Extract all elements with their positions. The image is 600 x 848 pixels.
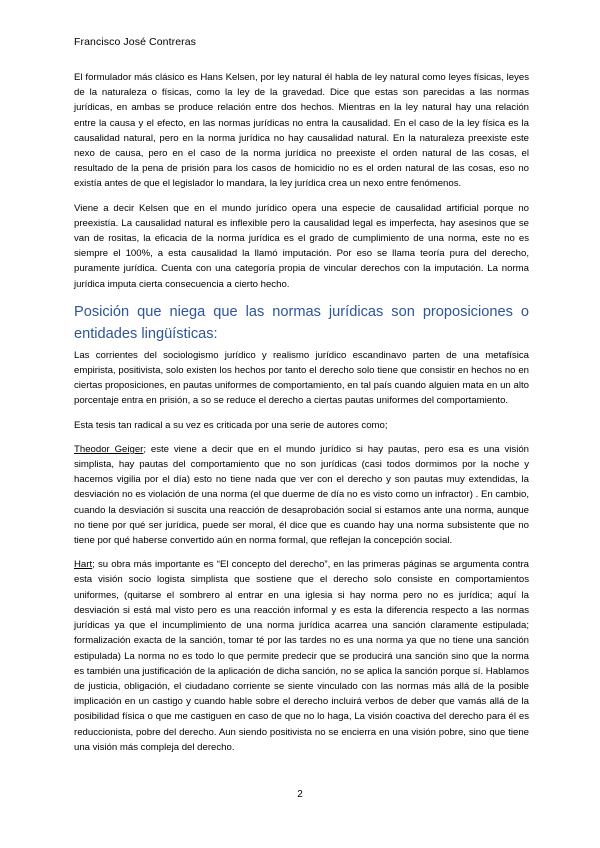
paragraph-hart <box>74 557 529 755</box>
author-name-geiger: Theodor Geiger <box>74 443 144 455</box>
paragraph-hart-text: ; su obra más importante es “El concepto del derecho”, en las primeras páginas se argumenta contra esta visión socio logista simplista que sostiene que el derecho solo consiste en comportamientos uniformes, (quitarse el sombrero al entrar en una iglesia si hay norma pero no es jurídica; aquí la desviación si está mal visto pero es una reacción informal y es esta la diferencia respecto a las normas jurídicas ya que el incumplimiento de una norma jurídica acarrea una sanción claramente estipulada; formalización exacta de la sanción, tomar té por las tardes no es una norma ya que no tiene una sanción estipulada) La norma no es todo lo que permite predecir que se producirá una sanción sino que la norma es también una justificación de la aplicación de dicha sanción, no se aplica la sanción porque sí. Hablamos de justicia, obligación, el ciudadano corriente se siente vinculado con las normas más allá de la posible implicación en un castigo y cuando hable sobre el derecho incluirá verbos de deber que vamás allá de la posibilidad física o que me castiguen en caso de que no lo haga, La visión coactiva del derecho para él es reduccionista, pobre del derecho. Aun siendo positivista no se encierra en una visión pobre, sino que tiene una visión más compleja del derecho. <box>74 559 529 753</box>
page-number: 2 <box>297 789 303 800</box>
paragraph-geiger <box>74 442 529 548</box>
document-body <box>74 70 529 764</box>
paragraph-sociologism: Las corrientes del sociologismo jurídico y realismo jurídico escandinavo parten de una metafísica empirista, positivista, solo existen los hechos por tanto el derecho solo tiene que consistir en hechos no en ciertas proposiciones, en pautas uniformes de comportamiento, en tal país cuando alguien mata en un alto porcentaje entra en prisión, a so se reduce el derecho a ciertas pautas uniformes del comportamiento. <box>74 349 529 407</box>
paragraph-critics-intro: Esta tesis tan radical a su vez es criticada por una serie de autores como; <box>74 419 388 431</box>
page-header-author: Francisco José Contreras <box>74 36 197 48</box>
paragraph-kelsen-natural-law: El formulador más clásico es Hans Kelsen, por ley natural él habla de ley natural como leyes físicas, leyes de la naturaleza o físicas, como la ley de la gravedad. Dice que estas son parecidas a las normas jurídicas, en ambas se produce relación entre dos hechos. Mientras en la ley natural hay una relación entre la causa y el efecto, en las normas jurídicas no entra la causalidad. En el caso de la ley física es la causalidad natural, pero en la norma jurídica no hay causalidad natural. En la naturaleza preexiste este nexo de causa, pero en el caso de la norma jurídica no preexiste el orden natural de las cosas, el resultado de la pena de prisión para los casos de homicidio no es el orden natural de las cosas, eso no existía antes de que el legislador lo mandara, la ley jurídica crea un nexo entre fenómenos. <box>74 72 529 190</box>
paragraph-kelsen-imputation: Viene a decir Kelsen que en el mundo jurídico opera una especie de causalidad artificial porque no preexistía. La causalidad natural es inflexible pero la causalidad legal es imperfecta, hay asesinos que se van de rositas, la eficacia de la norma jurídica es el grado de cumplimiento de una norma, este no es siempre el 100%, a esta causalidad la llamó imputación. Por eso se llama teoría pura del derecho, puramente jurídica. Cuenta con una categoría propia de vincular derechos con la imputación. La norma jurídica imputa cierta consecuencia a cierto hecho. <box>74 202 529 290</box>
author-name-hart: Hart <box>74 559 93 571</box>
paragraph-geiger-text: ; este viene a decir que en el mundo jurídico si hay pautas, pero esa es una visión simplista, hay pautas del comportamiento que no son jurídicas (casi todos dormimos por la noche y hacemos vigilia por el día) esto no tiene nada que ver con el derecho y son pautas muy extendidas, la desviación no es violación de una norma (el que duerme de día no es visto como un infractor) . En cambio, cuando la desviación si suscita una reacción de desaprobación social si estamos ante una norma, aunque no tiene por qué ser jurídica, puede ser moral, él dice que es cuando hay una norma subsistente que no tiene por qué haberse convertido aún en norma formal, que reflejan la concepción social. <box>74 443 529 547</box>
section-heading: Posición que niega que las normas jurídicas son proposiciones o entidades lingüísticas: <box>74 303 529 342</box>
